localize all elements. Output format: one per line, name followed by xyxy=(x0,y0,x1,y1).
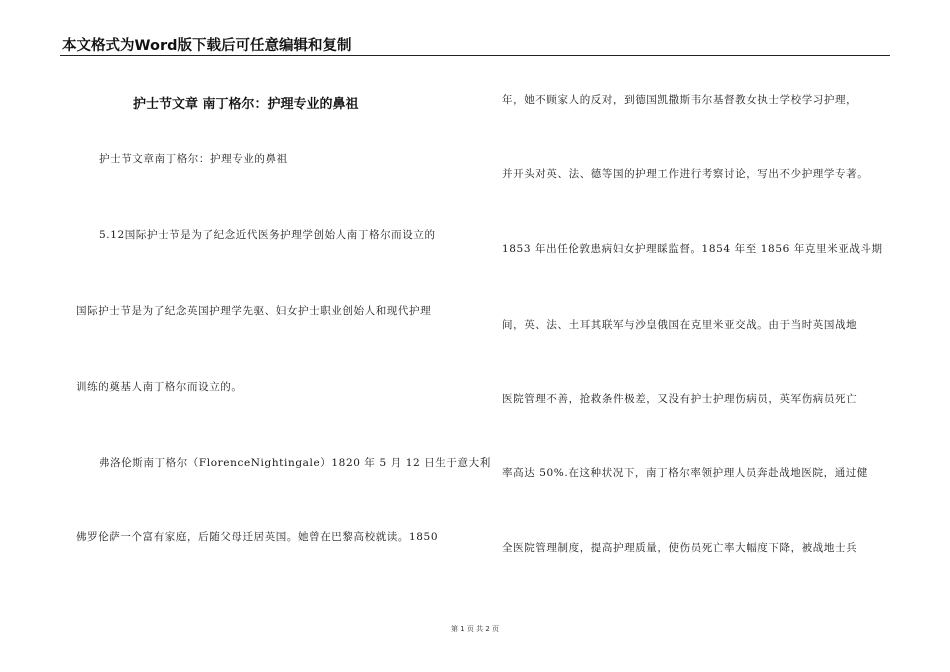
right-paragraph-line: 率高达 50%.在这种状况下，南丁格尔率领护理人员奔赴战地医院，通过健 xyxy=(502,467,869,479)
document-banner: 本文格式为Word版下载后可任意编辑和复制 xyxy=(62,38,352,54)
right-paragraph-line: 年，她不顾家人的反对，到德国凯撒斯韦尔基督教女执士学校学习护理， xyxy=(502,94,858,106)
left-paragraph-line: 国际护士节是为了纪念英国护理学先驱、妇女护士职业创始人和现代护理 xyxy=(76,305,432,317)
right-paragraph-line: 全医院管理制度，提高护理质量，使伤员死亡率大幅度下降，被战地士兵 xyxy=(502,542,858,554)
banner-divider xyxy=(60,55,890,56)
left-paragraph-line: 护士节文章南丁格尔：护理专业的鼻祖 xyxy=(99,153,288,165)
left-paragraph-line: 训练的奠基人南丁格尔而设立的。 xyxy=(76,381,243,393)
left-paragraph-line: 5.12国际护士节是为了纪念近代医务护理学创始人南丁格尔而设立的 xyxy=(99,229,436,241)
right-paragraph-line: 并开头对英、法、德等国的护理工作进行考察讨论，写出不少护理学专著。 xyxy=(502,168,869,180)
page-number-footer: 第 1 页 共 2 页 xyxy=(450,625,500,633)
right-paragraph-line: 间，英、法、土耳其联军与沙皇俄国在克里米亚交战。由于当时英国战地 xyxy=(502,319,858,331)
right-paragraph-line: 1853 年出任伦敦患病妇女护理睬监督。1854 年至 1856 年克里米亚战斗期 xyxy=(502,243,883,255)
left-paragraph-line: 佛罗伦萨一个富有家庭，后随父母迁居英国。她曾在巴黎高校就读。1850 xyxy=(76,531,439,543)
right-paragraph-line: 医院管理不善，抢救条件极差，又没有护士护理伤病员，英军伤病员死亡 xyxy=(502,393,858,405)
article-title: 护士节文章 南丁格尔：护理专业的鼻祖 xyxy=(133,97,359,112)
left-paragraph-line: 弗洛伦斯南丁格尔（FlorenceNightingale）1820 年 5 月 12 日生于意大利 xyxy=(99,457,491,469)
